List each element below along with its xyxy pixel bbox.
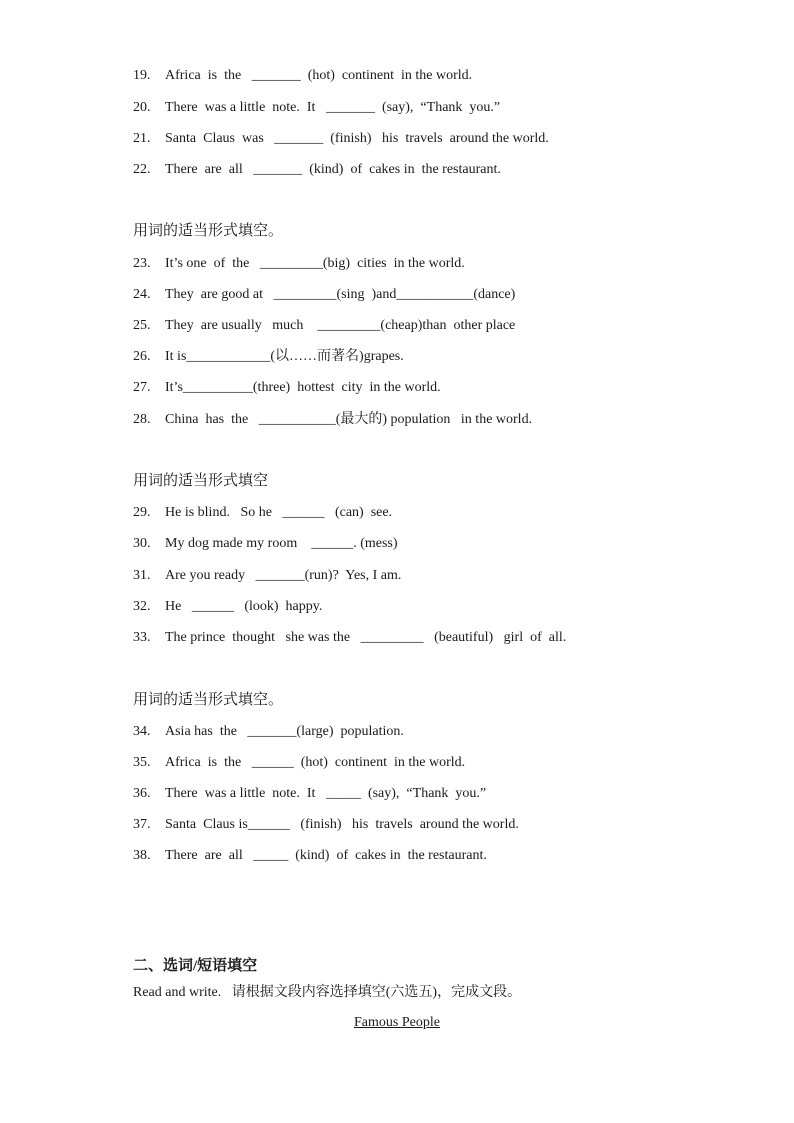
section-heading: 用词的适当形式填空 <box>133 473 269 489</box>
question-number: 31. <box>133 568 151 583</box>
question-text: Africa is the ______ (hot) continent in the world. <box>165 755 466 770</box>
question-29 <box>133 504 392 522</box>
question-text: Santa Claus was _______ (finish) his travels around the world. <box>165 131 549 146</box>
question-37 <box>133 816 519 834</box>
question-number: 25. <box>133 318 151 333</box>
question-text: They are good at _________(sing )and___________(dance) <box>165 287 516 302</box>
question-23 <box>133 255 465 273</box>
question-text: China has the ___________(最大的) population in the world. <box>165 412 533 427</box>
question-text: Are you ready _______(run)? Yes, I am. <box>165 568 402 583</box>
question-26 <box>133 348 404 366</box>
question-number: 24. <box>133 287 151 302</box>
question-33 <box>133 629 566 647</box>
question-text: My dog made my room ______. (mess) <box>165 536 398 551</box>
question-number: 26. <box>133 349 151 364</box>
question-35 <box>133 754 465 772</box>
question-text: There was a little note. It _______ (say), “Thank you.” <box>165 100 501 115</box>
question-text: Santa Claus is______ (finish) his travels around the world. <box>165 817 519 832</box>
question-number: 33. <box>133 630 151 645</box>
question-number: 28. <box>133 412 151 427</box>
question-text: They are usually much _________(cheap)than other place <box>165 318 516 333</box>
question-number: 38. <box>133 848 151 863</box>
question-28 <box>133 411 532 429</box>
section-heading: 用词的适当形式填空。 <box>133 692 284 708</box>
question-30 <box>133 535 398 553</box>
passage-title: Famous People <box>354 1015 440 1030</box>
question-number: 37. <box>133 817 151 832</box>
question-21 <box>133 130 549 148</box>
question-32 <box>133 598 322 616</box>
question-38 <box>133 847 487 865</box>
question-number: 20. <box>133 100 151 115</box>
question-number: 34. <box>133 724 151 739</box>
question-number: 30. <box>133 536 151 551</box>
question-text: It’s__________(three) hottest city in the world. <box>165 380 441 395</box>
question-22 <box>133 161 501 179</box>
question-text: There are all _____ (kind) of cakes in the restaurant. <box>165 848 487 863</box>
question-number: 32. <box>133 599 151 614</box>
question-text: Africa is the _______ (hot) continent in the world. <box>165 68 473 83</box>
question-text: There was a little note. It _____ (say), “Thank you.” <box>165 786 487 801</box>
section-heading: 用词的适当形式填空。 <box>133 223 284 239</box>
question-number: 35. <box>133 755 151 770</box>
question-text: He is blind. So he ______ (can) see. <box>165 505 393 520</box>
question-number: 36. <box>133 786 151 801</box>
question-number: 29. <box>133 505 151 520</box>
question-text: The prince thought she was the _________ (beautiful) girl of all. <box>165 630 567 645</box>
question-number: 27. <box>133 380 151 395</box>
question-25 <box>133 317 515 335</box>
question-number: 22. <box>133 162 151 177</box>
question-20 <box>133 99 500 117</box>
question-31 <box>133 567 401 585</box>
question-number: 23. <box>133 256 151 271</box>
question-text: He ______ (look) happy. <box>165 599 323 614</box>
question-27 <box>133 379 441 397</box>
part-heading: 二、选词/短语填空 <box>133 958 258 974</box>
question-text: There are all _______ (kind) of cakes in the restaurant. <box>165 162 501 177</box>
question-text: It’s one of the _________(big) cities in the world. <box>165 256 465 271</box>
part-instruction: Read and write. 请根据文段内容选择填空(六选五)，完成文段。 <box>133 985 522 1000</box>
question-19 <box>133 67 472 85</box>
question-text: Asia has the _______(large) population. <box>165 724 404 739</box>
question-34 <box>133 723 404 741</box>
question-24 <box>133 286 515 304</box>
question-number: 21. <box>133 131 151 146</box>
question-36 <box>133 785 486 803</box>
question-number: 19. <box>133 68 151 83</box>
question-text: It is____________(以……而著名)grapes. <box>165 349 404 364</box>
